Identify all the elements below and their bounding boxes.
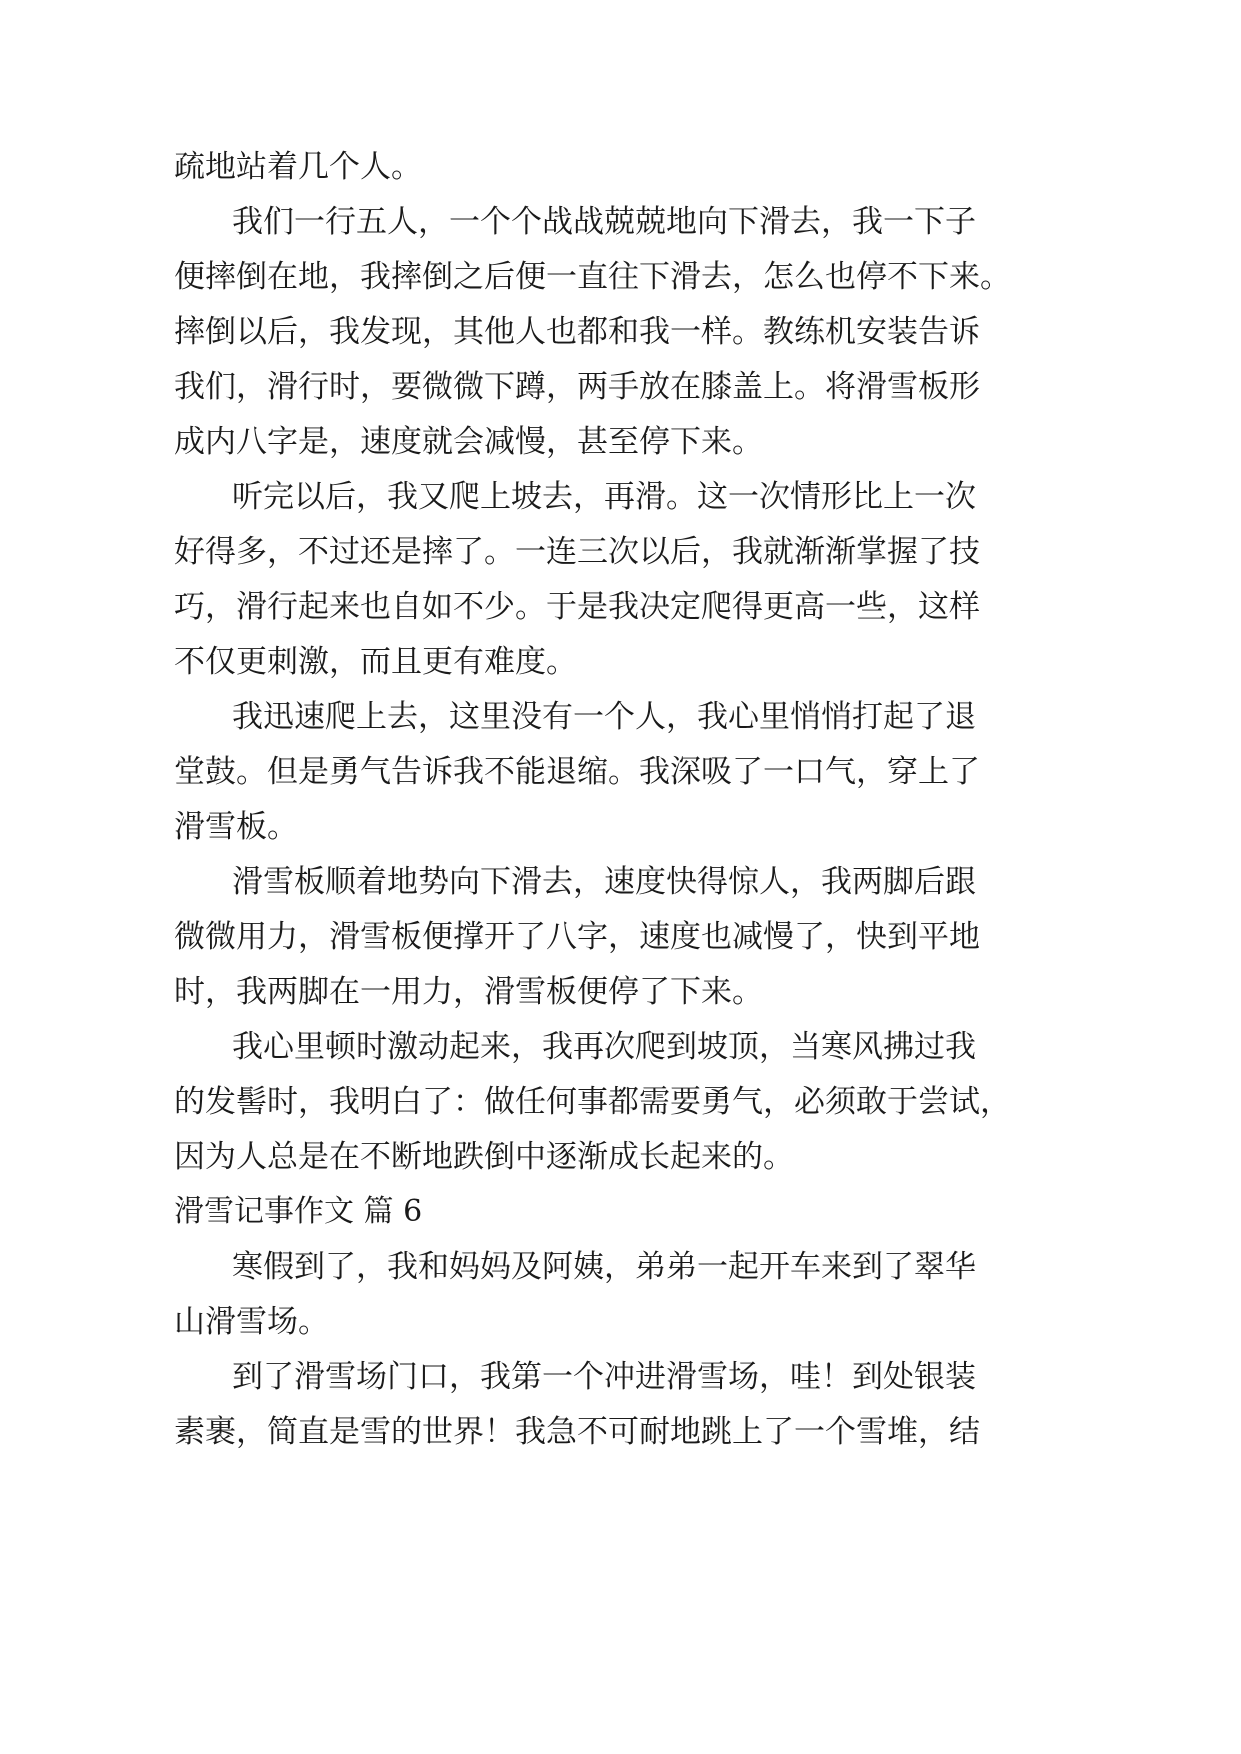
text-line xyxy=(0,522,1241,582)
paragraph-first-line xyxy=(0,192,1241,252)
paragraph-first-line xyxy=(0,1347,1241,1407)
line-text: 我们一行五人，一个个战战兢兢地向下滑去，我一下子 xyxy=(232,204,976,240)
text-line xyxy=(0,1292,1241,1352)
line-text: 滑雪板。 xyxy=(174,809,298,845)
text-line xyxy=(0,907,1241,967)
line-text: 因为人总是在不断地跌倒中逐渐成长起来的。 xyxy=(174,1139,794,1175)
text-line xyxy=(0,797,1241,857)
heading-text: 滑雪记事作文 篇 6 xyxy=(174,1194,423,1229)
section-heading xyxy=(0,1182,1241,1242)
paragraph-first-line xyxy=(0,467,1241,527)
line-text: 不仅更刺激，而且更有难度。 xyxy=(174,644,577,680)
text-line xyxy=(0,412,1241,472)
text-line xyxy=(0,962,1241,1022)
line-text: 巧，滑行起来也自如不少。于是我决定爬得更高一些，这样 xyxy=(174,589,980,625)
text-line xyxy=(0,1072,1241,1132)
text-line xyxy=(0,632,1241,692)
line-text: 好得多，不过还是摔了。一连三次以后，我就渐渐掌握了技 xyxy=(174,534,980,570)
line-text: 到了滑雪场门口，我第一个冲进滑雪场，哇！到处银装 xyxy=(232,1359,976,1395)
line-text: 疏地站着几个人。 xyxy=(174,149,422,185)
text-line xyxy=(0,302,1241,362)
line-text: 成内八字是，速度就会减慢，甚至停下来。 xyxy=(174,424,763,460)
text-line xyxy=(0,357,1241,417)
line-text: 的发髻时，我明白了：做任何事都需要勇气，必须敢于尝试， xyxy=(174,1084,1011,1120)
text-line xyxy=(0,1402,1241,1462)
text-line xyxy=(0,247,1241,307)
paragraph-first-line xyxy=(0,687,1241,747)
line-text: 我迅速爬上去，这里没有一个人，我心里悄悄打起了退 xyxy=(232,699,976,735)
text-line xyxy=(0,577,1241,637)
line-text: 山滑雪场。 xyxy=(174,1304,329,1340)
paragraph-first-line xyxy=(0,1017,1241,1077)
paragraph-first-line xyxy=(0,1237,1241,1297)
line-text: 堂鼓。但是勇气告诉我不能退缩。我深吸了一口气，穿上了 xyxy=(174,754,980,790)
text-line xyxy=(0,137,1241,197)
text-line xyxy=(0,742,1241,802)
line-text: 我心里顿时激动起来，我再次爬到坡顶，当寒风拂过我 xyxy=(232,1029,976,1065)
line-text: 便摔倒在地，我摔倒之后便一直往下滑去，怎么也停不下来。 xyxy=(174,259,1011,295)
line-text: 时，我两脚在一用力，滑雪板便停了下来。 xyxy=(174,974,763,1010)
line-text: 摔倒以后，我发现，其他人也都和我一样。教练机安装告诉 xyxy=(174,314,980,350)
line-text: 滑雪板顺着地势向下滑去，速度快得惊人，我两脚后跟 xyxy=(232,864,976,900)
line-text: 我们，滑行时，要微微下蹲，两手放在膝盖上。将滑雪板形 xyxy=(174,369,980,405)
line-text: 寒假到了，我和妈妈及阿姨，弟弟一起开车来到了翠华 xyxy=(232,1249,976,1285)
line-text: 听完以后，我又爬上坡去，再滑。这一次情形比上一次 xyxy=(232,479,976,515)
paragraph-first-line xyxy=(0,852,1241,912)
text-line xyxy=(0,1127,1241,1187)
line-text: 素裹，简直是雪的世界！我急不可耐地跳上了一个雪堆，结 xyxy=(174,1414,980,1450)
line-text: 微微用力，滑雪板便撑开了八字，速度也减慢了，快到平地 xyxy=(174,919,980,955)
